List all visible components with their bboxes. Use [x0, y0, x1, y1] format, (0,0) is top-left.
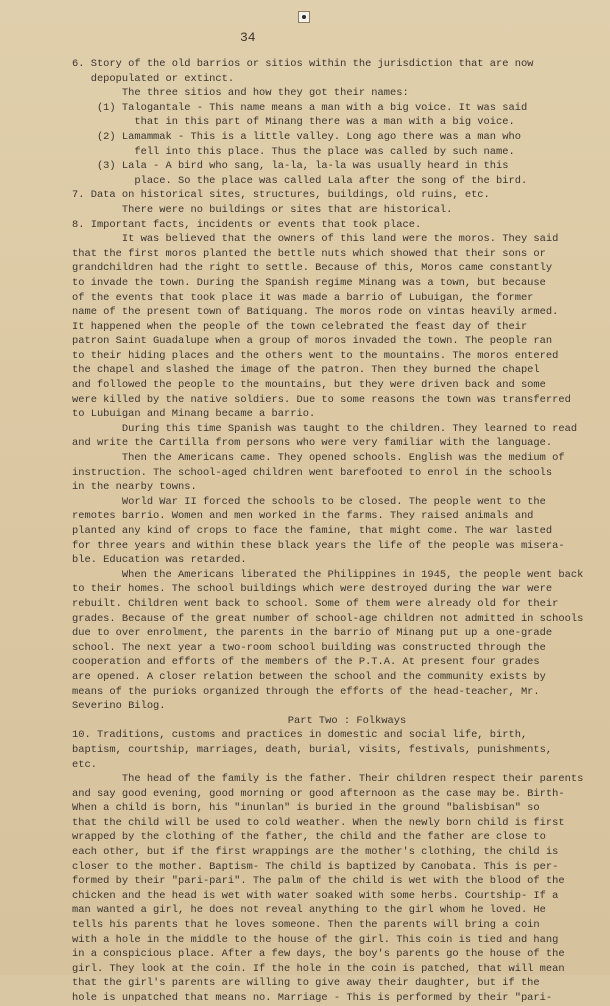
text-line: and write the Cartilla from persons who were very familiar with the language.: [72, 437, 553, 450]
text-line: It happened when the people of the town celebrated the feast day of their: [72, 320, 528, 333]
text-line: World War II forced the schools to be closed. The people went to the: [72, 495, 546, 508]
text-line: When the Americans liberated the Philippines in 1945, the people went back: [72, 568, 584, 581]
text-line: to their hiding places and the others went to the mountains. The moros entered: [72, 349, 559, 362]
text-line: wrapped by the clothing of the father, the child and the father are close to: [72, 831, 546, 844]
text-line: 6. Story of the old barrios or sitios within the jurisdiction that are now: [72, 58, 534, 70]
text-line: fell into this place. Thus the place was called by such name.: [72, 145, 515, 158]
text-line: were killed by the native soldiers. Due to some reasons the town was transferred: [72, 393, 571, 406]
text-line: man wanted a girl, he does not reveal anything to the girl whom he loved. He: [72, 904, 546, 917]
text-line: remotes barrio. Women and men worked in the farms. They raised animals and: [72, 510, 534, 523]
text-line: When a child is born, his "inunlan" is buried in the ground "balisbisan" so: [72, 802, 540, 815]
text-line: patron Saint Guadalupe when a group of moros invaded the town. The people ran: [72, 335, 553, 348]
text-line: formed by their "pari-pari". The palm of the child is wet with the blood of the: [72, 875, 565, 888]
text-line: place. So the place was called Lala after the song of the bird.: [72, 174, 528, 187]
page-number: 34: [240, 30, 256, 45]
text-line: There were no buildings or sites that are historical.: [72, 203, 453, 216]
text-line: (3) Lala - A bird who sang, la-la, la-la was usually heard in this: [72, 160, 509, 173]
text-line: chicken and the head is wet with water soaked with some herbs. Courtship- If a: [72, 889, 559, 902]
text-line: school. The next year a two-room school building was constructed through the: [72, 641, 546, 654]
text-line: grandchildren had the right to settle. Because of this, Moros came constantly: [72, 262, 553, 275]
text-line: The head of the family is the father. Their children respect their parents: [72, 773, 584, 786]
text-line: for three years and within these black years the life of the people was misera-: [72, 539, 565, 552]
text-line: of the events that took place it was made a barrio of Lubuigan, the former: [72, 291, 534, 304]
text-line: Severino Bilog.: [72, 700, 166, 713]
document-body: [72, 57, 582, 1006]
text-line: rebuilt. Children went back to school. Some of them were already old for their: [72, 597, 559, 610]
text-line: closer to the mother. Baptism- The child is baptized by Canobata. This is per-: [72, 860, 559, 873]
text-line: with a hole in the middle to the house of the girl. This coin is tied and hang: [72, 933, 559, 946]
text-line: cooperation and efforts of the members of the P.T.A. At present four grades: [72, 656, 540, 669]
text-line: (1) Talogantale - This name means a man with a big voice. It was said: [72, 101, 528, 114]
text-line: It was believed that the owners of this land were the moros. They said: [72, 233, 559, 246]
text-line: During this time Spanish was taught to the children. They learned to read: [72, 422, 578, 435]
text-line: due to over enrolment, the parents in the barrio of Minang put up a one-grade: [72, 627, 553, 640]
part-heading: Part Two : Folkways: [287, 714, 407, 727]
text-line: planted any kind of crops to face the famine, that might come. The war lasted: [72, 525, 553, 537]
text-line: tells his parents that he loves someone. Then the parents will bring a coin: [72, 919, 540, 932]
text-line: that the child will be used to cold weather. When the newly born child is first: [72, 816, 565, 829]
text-line: depopulated or extinct.: [72, 72, 235, 85]
text-line: 8. Important facts, incidents or events that took place.: [72, 218, 422, 231]
text-line: to invade the town. During the Spanish regime Minang was a town, but because: [72, 276, 546, 289]
text-line: to their homes. The school buildings which were destroyed during the war were: [72, 583, 553, 596]
text-line: baptism, courtship, marriages, death, burial, visits, festivals, punishments,: [72, 743, 553, 756]
text-line: instruction. The school-aged children went barefooted to enrol in the schools: [72, 466, 553, 479]
text-line: in the nearby towns.: [72, 481, 197, 494]
text-line: means of the purioks organized through the efforts of the head-teacher, Mr.: [72, 685, 540, 698]
text-line: each other, but if the first wrappings are the mother's clothing, the child is: [72, 846, 559, 859]
text-line: that the girl's parents are willing to give away their daughter, but if the: [72, 977, 540, 990]
text-line: name of the present town of Batiquang. The moros rode on vintas heavily armed.: [72, 306, 559, 319]
punch-hole-icon: [298, 11, 310, 23]
text-line: (2) Lamammak - This is a little valley. Long ago there was a man who: [72, 130, 521, 143]
text-line: Then the Americans came. They opened schools. English was the medium of: [72, 452, 565, 465]
text-line: hole is unpatched that means no. Marriage - This is performed by their "pari-: [72, 992, 553, 1004]
text-line: The three sitios and how they got their names:: [72, 87, 409, 100]
text-line: that the first moros planted the bettle nuts which showed that their sons or: [72, 247, 546, 260]
text-line: that in this part of Minang there was a man with a big voice.: [72, 116, 515, 129]
text-line: etc.: [72, 758, 97, 771]
text-line: 7. Data on historical sites, structures, buildings, old ruins, etc.: [72, 189, 490, 202]
text-line: the chapel and slashed the image of the patron. Then they burned the chapel: [72, 364, 540, 377]
text-line: in a conspicious place. After a few days, the boy's parents go the house of the: [72, 948, 565, 961]
text-line: girl. They look at the coin. If the hole in the coin is patched, that will mean: [72, 962, 565, 975]
text-line: ble. Education was retarded.: [72, 554, 247, 567]
text-line: grades. Because of the great number of school-age children not admitted in schools: [72, 612, 584, 625]
text-line: are opened. A closer relation between the school and the community exists by: [72, 670, 546, 683]
text-line: to Lubuigan and Minang became a barrio.: [72, 408, 316, 421]
text-line: and followed the people to the mountains, but they were driven back and some: [72, 379, 546, 392]
text-line: and say good evening, good morning or good afternoon as the case may be. Birth-: [72, 787, 565, 800]
text-line: 10. Traditions, customs and practices in domestic and social life, birth,: [72, 729, 528, 742]
